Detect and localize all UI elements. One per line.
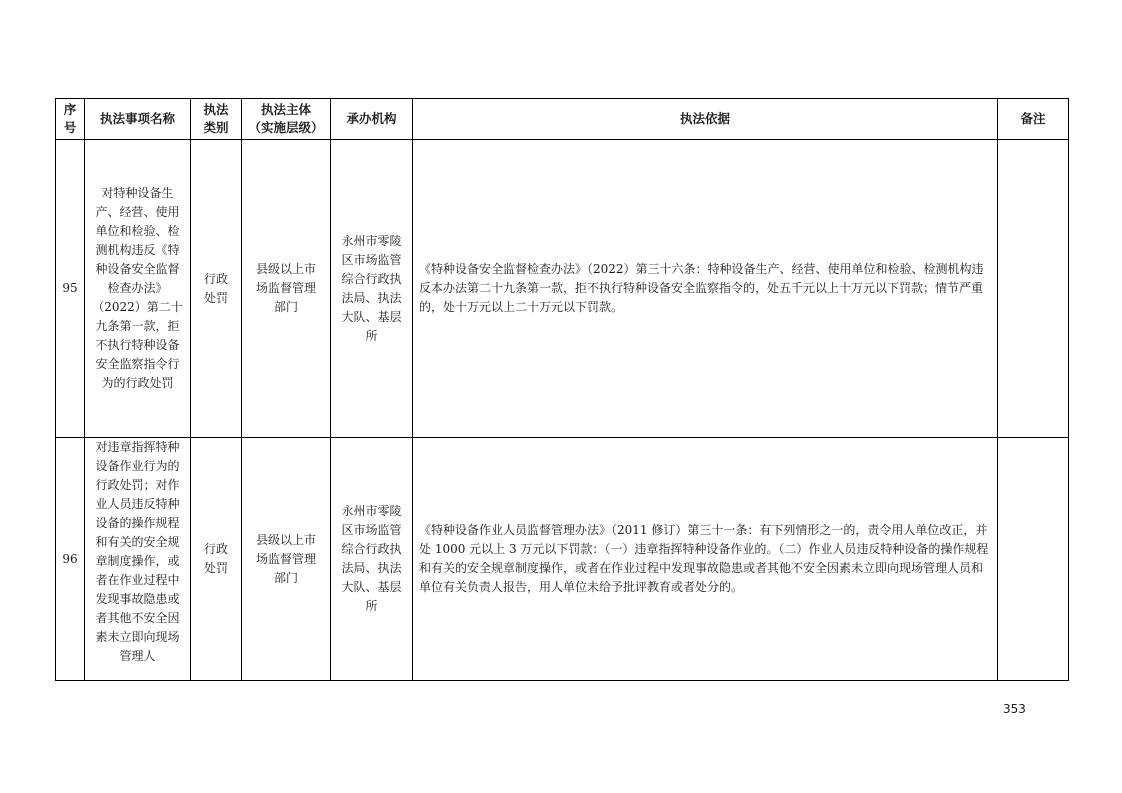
row-seq [56,438,85,681]
row-agency-text: 永州市零陵区市场监管综合行政执法局、执法大队、基层所 [341,504,402,613]
header-basis: 执法依据 [413,99,998,140]
row-item-name [85,140,191,438]
row-agency-text: 永州市零陵区市场监管综合行政执法局、执法大队、基层所 [341,233,402,343]
row-seq [56,140,85,438]
row-seq-text: 96 [62,551,78,566]
header-agency: 承办机构 [331,99,413,140]
header-row [56,99,1069,140]
header-seq: 序 号 [56,99,85,140]
row-subject [242,140,331,438]
row-remarks [998,140,1069,438]
row-agency [331,438,413,681]
table-row [56,140,1069,438]
row-item-name [85,438,191,681]
row-basis [413,140,998,438]
header-remarks: 备注 [998,99,1069,140]
row-subject-text: 县级以上市场监督管理部门 [255,532,316,585]
row-subject [242,438,331,681]
table-row [56,438,1069,681]
header-item-name: 执法事项名称 [85,99,191,140]
row-category [191,140,242,438]
row-basis-text: 《特种设备安全监督检查办法》（2022）第三十六条：特种设备生产、经营、使用单位和检验、检测机构违反本办法第二十九条第一款，拒不执行特种设备安全监察指令的，处五千元以上十万元以下罚款；情节严重的，处十万元以上二十万元以下罚款。 [419,262,984,314]
row-basis [413,438,998,681]
row-seq-text: 95 [62,281,78,295]
row-item-name-text: 对违章指挥特种设备作业行为的行政处罚；对作业人员违反特种设备的操作规程和有关的安全规章制度操作，或者在作业过程中发现事故隐患或者其他不安全因素未立即向现场管理人 [95,440,180,663]
row-category-text: 行政 处罚 [203,542,228,575]
row-remarks [998,438,1069,681]
header-subject: 执法主体 （实施层级） [242,99,331,140]
header-category: 执法 类别 [191,99,242,140]
row-subject-text: 县级以上市场监督管理部门 [255,262,316,314]
row-category [191,438,242,681]
row-category-text: 行政 处罚 [203,271,228,305]
row-item-name-text: 对特种设备生产、经营、使用单位和检验、检测机构违反《特种设备安全监督检查办法》（2022）第二十九条第一款，拒不执行特种设备安全监察指令行为的行政处罚 [92,186,183,390]
row-agency [331,140,413,438]
row-basis-text: 《特种设备作业人员监督管理办法》（2011 修订）第三十一条：有下列情形之一的，责令用人单位改正，并处 1000 元以上 3 万元以下罚款：（一）违章指挥特种设备作业的。（二）作业人员违反特种设备的操作规程和有关的安全规章制度操作，或者在作业过程中发现事故隐患或者其他不安全因素未立即向现场管理人员和单位有关负责人报告，用人单位未给予批评教育或者处分的。 [419,523,989,594]
page-number: 353 [1003,702,1026,716]
enforcement-items-table [55,98,1069,681]
